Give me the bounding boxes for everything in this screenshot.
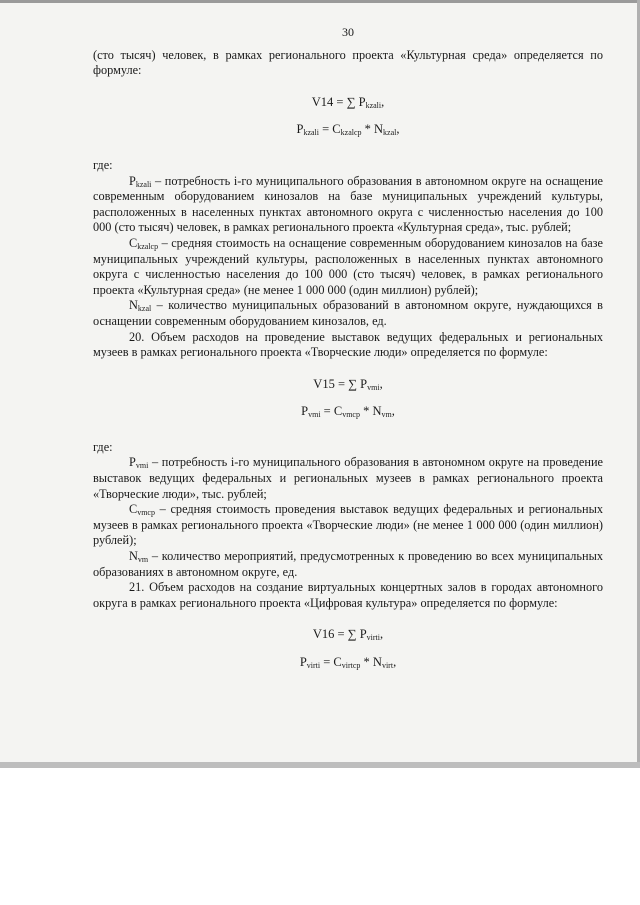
- formula-pkzali: $P_{kzali} = C_{kzalcp} * N_{kzal}$,: [296, 122, 400, 138]
- formula-v14: V14 = ∑ $P_{kzali}$,: [311, 94, 385, 110]
- definition-nvm: $N_{vm}$ – количество мероприятий, предусмотренных к проведению во всех муниципальных образованиях в автономном округе, ед.: [93, 549, 603, 579]
- where-label-2: где:: [93, 439, 113, 454]
- formula-pvirti: $P_{virti} = C_{virtcp} * N_{virt}$,: [299, 655, 397, 670]
- intro-paragraph: (сто тысяч) человек, в рамках регионального проекта «Культурная среда» определяется по формуле:: [93, 47, 603, 78]
- formula-pvmi: $P_{vmi} = C_{vmcp} * N_{vm}$,: [301, 404, 395, 420]
- where-label: где:: [93, 157, 113, 172]
- document-page: [93, 25, 603, 691]
- definition-nkzal: $N_{kzal}$ – количество муниципальных образований в автономном округе, нуждающихся в оснащении современным оборудованием кинозалов, ед.: [93, 298, 603, 328]
- formula-v15: V15 = ∑ $P_{vmi}$,: [313, 376, 383, 392]
- definition-pkzali: $P_{kzali}$ – потребность i-го муниципального образования в автономном округе на оснащение современным оборудованием кинозалов на базе муниципальных учреждений культуры, расположенных в населенных пунктах автономного округа с численностью населения до 100 000 (сто тысяч) человек, в рамках регионального проекта «Культурная среда», тыс. рублей;: [93, 173, 603, 235]
- definition-ckzalcp: $C_{kzalcp}$ – средняя стоимость на оснащение современным оборудованием кинозалов на базе муниципальных учреждений культуры, расположенных в населенных пунктах автономного округа с численностью населения до 100 000 (сто тысяч) человек, в рамках регионального проекта «Культурная среда» (не менее 1 000 000 (один миллион) рублей);: [93, 235, 603, 297]
- page-number: 30: [342, 25, 354, 39]
- item-20-paragraph: 20. Объем расходов на проведение выставок ведущих федеральных и региональных музеев в рамках регионального проекта «Творческие люди» определяется по формуле:: [93, 329, 603, 360]
- definition-cvmcp: $C_{vmcp}$ – средняя стоимость проведения выставок ведущих федеральных и региональных музеев в рамках регионального проекта «Творческие люди» (не менее 1 000 000 (один миллион) рублей);: [93, 502, 603, 548]
- formula-v16: V16 = ∑ $P_{virti}$,: [312, 627, 384, 643]
- item-21-paragraph: 21. Объем расходов на создание виртуальных концертных залов в городах автономного округа в рамках регионального проекта «Цифровая культура» определяется по формуле:: [93, 580, 603, 610]
- definition-pvmi: $P_{vmi}$ – потребность i-го муниципального образования в автономном округе на проведение выставок ведущих федеральных и региональных музеев в рамках регионального проекта «Творческие люди», тыс. рублей;: [93, 455, 603, 501]
